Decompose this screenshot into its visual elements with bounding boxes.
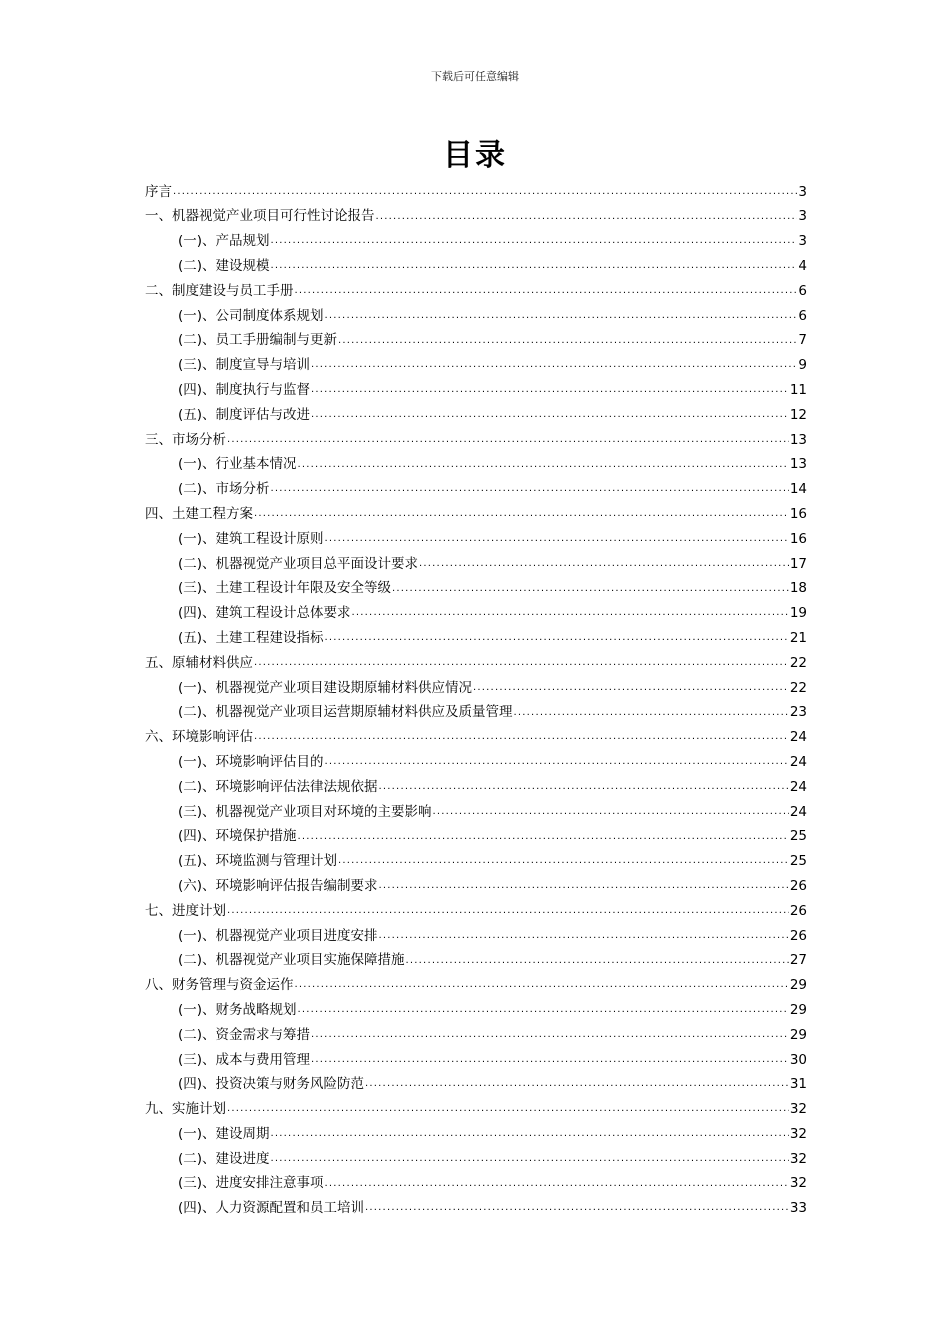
toc-entry[interactable] bbox=[145, 373, 807, 398]
toc-entry-page: 29 bbox=[789, 1001, 807, 1018]
toc-entry-page: 32 bbox=[789, 1175, 807, 1192]
toc-entry[interactable] bbox=[145, 497, 807, 522]
toc-entry[interactable] bbox=[145, 1192, 807, 1217]
toc-entry-label: (五)、土建工程建设指标 bbox=[178, 629, 324, 646]
toc-entry-label: 一、机器视觉产业项目可行性讨论报告 bbox=[145, 208, 375, 225]
toc-entry-page: 23 bbox=[789, 704, 807, 721]
toc-entry-label: (二)、环境影响评估法律法规依据 bbox=[178, 778, 378, 795]
toc-entry-page: 22 bbox=[789, 679, 807, 696]
toc-entry-label: (一)、建设周期 bbox=[178, 1125, 270, 1142]
toc-leader-dots bbox=[311, 384, 789, 398]
toc-entry[interactable] bbox=[145, 1018, 807, 1043]
toc-entry[interactable] bbox=[145, 572, 807, 597]
toc-entry[interactable] bbox=[145, 894, 807, 919]
toc-entry[interactable] bbox=[145, 522, 807, 547]
toc-entry-page: 30 bbox=[789, 1051, 807, 1068]
toc-entry[interactable] bbox=[145, 795, 807, 820]
toc-leader-dots bbox=[298, 831, 789, 845]
toc-entry-page: 26 bbox=[789, 877, 807, 894]
page-header: 下载后可任意编辑 bbox=[431, 70, 519, 83]
toc-entry-label: (五)、环境监测与管理计划 bbox=[178, 853, 338, 870]
toc-entry[interactable] bbox=[145, 249, 807, 274]
toc-leader-dots bbox=[325, 1178, 789, 1192]
toc-entry-label: (二)、建设进度 bbox=[178, 1150, 270, 1167]
toc-entry-label: (四)、人力资源配置和员工培训 bbox=[178, 1200, 365, 1217]
toc-entry[interactable] bbox=[145, 696, 807, 721]
toc-leader-dots bbox=[379, 930, 789, 944]
toc-entry-page: 14 bbox=[789, 481, 807, 498]
toc-leader-dots bbox=[365, 1202, 789, 1216]
toc-entry-page: 25 bbox=[789, 828, 807, 845]
toc-entry-page: 31 bbox=[789, 1076, 807, 1093]
toc-leader-dots bbox=[254, 657, 789, 671]
toc-leader-dots bbox=[311, 359, 797, 373]
toc-leader-dots bbox=[271, 235, 798, 249]
toc-entry-page: 24 bbox=[789, 778, 807, 795]
toc-entry-label: (三)、制度宣导与培训 bbox=[178, 357, 311, 374]
toc-leader-dots bbox=[365, 1078, 789, 1092]
toc-leader-dots bbox=[311, 409, 789, 423]
toc-leader-dots bbox=[406, 955, 789, 969]
toc-entry-page: 16 bbox=[789, 530, 807, 547]
toc-entry-label: (四)、投资决策与财务风险防范 bbox=[178, 1076, 365, 1093]
toc-entry[interactable] bbox=[145, 175, 807, 200]
toc-leader-dots bbox=[379, 781, 789, 795]
toc-entry[interactable] bbox=[145, 448, 807, 473]
toc-entry-page: 13 bbox=[789, 431, 807, 448]
toc-entry-label: (二)、机器视觉产业项目运营期原辅材料供应及质量管理 bbox=[178, 704, 513, 721]
toc-entry-label: (五)、制度评估与改进 bbox=[178, 406, 311, 423]
toc-entry[interactable] bbox=[145, 1142, 807, 1167]
toc-leader-dots bbox=[325, 632, 789, 646]
toc-leader-dots bbox=[254, 731, 789, 745]
toc-entry[interactable] bbox=[145, 671, 807, 696]
toc-entry[interactable] bbox=[145, 473, 807, 498]
toc-entry-page: 4 bbox=[798, 258, 807, 274]
toc-entry[interactable] bbox=[145, 547, 807, 572]
toc-entry-label: (三)、土建工程设计年限及安全等级 bbox=[178, 580, 392, 597]
toc-entry-page: 27 bbox=[789, 952, 807, 969]
toc-entry-page: 25 bbox=[789, 853, 807, 870]
toc-entry-label: (三)、机器视觉产业项目对环境的主要影响 bbox=[178, 803, 432, 820]
toc-entry[interactable] bbox=[145, 324, 807, 349]
toc-entry-page: 7 bbox=[798, 332, 807, 349]
toc-entry[interactable] bbox=[145, 646, 807, 671]
toc-entry-label: (三)、成本与费用管理 bbox=[178, 1051, 311, 1068]
toc-entry-label: (一)、财务战略规划 bbox=[178, 1001, 297, 1018]
toc-entry-page: 26 bbox=[789, 927, 807, 944]
toc-entry[interactable] bbox=[145, 919, 807, 944]
toc-leader-dots bbox=[271, 1153, 789, 1167]
toc-entry-page: 19 bbox=[789, 605, 807, 622]
toc-leader-dots bbox=[376, 211, 798, 225]
toc-entry-label: (六)、环境影响评估报告编制要求 bbox=[178, 877, 378, 894]
toc-entry-label: (一)、产品规划 bbox=[178, 233, 270, 250]
toc-leader-dots bbox=[379, 880, 789, 894]
toc-leader-dots bbox=[338, 335, 797, 349]
toc-entry[interactable] bbox=[145, 621, 807, 646]
toc-entry-page: 32 bbox=[789, 1150, 807, 1167]
toc-entry-page: 22 bbox=[789, 654, 807, 671]
toc-entry[interactable] bbox=[145, 1092, 807, 1117]
toc-entry-page: 32 bbox=[789, 1101, 807, 1118]
toc-leader-dots bbox=[325, 533, 789, 547]
toc-entry-label: 六、环境影响评估 bbox=[145, 729, 253, 746]
toc-entry-label: 二、制度建设与员工手册 bbox=[145, 282, 294, 299]
toc-leader-dots bbox=[325, 756, 789, 770]
toc-entry[interactable] bbox=[145, 1068, 807, 1093]
toc-entry-page: 6 bbox=[798, 307, 807, 324]
toc-leader-dots bbox=[295, 979, 789, 993]
toc-leader-dots bbox=[295, 285, 798, 299]
toc-leader-dots bbox=[173, 186, 797, 200]
toc-title: 目录 bbox=[443, 138, 507, 173]
toc-leader-dots bbox=[311, 1029, 789, 1043]
toc-entry[interactable] bbox=[145, 969, 807, 994]
toc-entry[interactable] bbox=[145, 398, 807, 423]
toc-entry-label: 三、市场分析 bbox=[145, 431, 226, 448]
toc-entry-label: (二)、市场分析 bbox=[178, 481, 270, 498]
toc-entry-label: (二)、机器视觉产业项目实施保障措施 bbox=[178, 952, 405, 969]
toc-entry-label: (一)、机器视觉产业项目进度安排 bbox=[178, 927, 378, 944]
toc-entry-page: 16 bbox=[789, 505, 807, 522]
toc-entry-label: 七、进度计划 bbox=[145, 902, 226, 919]
toc-entry[interactable] bbox=[145, 225, 807, 250]
toc-entry-label: (一)、环境影响评估目的 bbox=[178, 753, 324, 770]
toc-entry[interactable] bbox=[145, 820, 807, 845]
toc-entry-label: 四、土建工程方案 bbox=[145, 505, 253, 522]
toc-leader-dots bbox=[311, 1054, 789, 1068]
toc-entry-label: (二)、员工手册编制与更新 bbox=[178, 332, 338, 349]
toc-entry-label: (二)、建设规模 bbox=[178, 258, 270, 274]
toc-entry-label: (四)、制度执行与监督 bbox=[178, 381, 311, 398]
toc-leader-dots bbox=[338, 855, 789, 869]
toc-entry-page: 29 bbox=[789, 977, 807, 994]
toc-entry-label: (四)、环境保护措施 bbox=[178, 828, 297, 845]
toc-entry-page: 24 bbox=[789, 729, 807, 746]
toc-entry[interactable] bbox=[145, 745, 807, 770]
toc-entry-page: 13 bbox=[789, 456, 807, 473]
toc-entry[interactable] bbox=[145, 423, 807, 448]
toc-leader-dots bbox=[352, 607, 789, 621]
toc-entry-label: (二)、资金需求与筹措 bbox=[178, 1026, 311, 1043]
toc-entry-label: (三)、进度安排注意事项 bbox=[178, 1175, 324, 1192]
toc-entry[interactable] bbox=[145, 274, 807, 299]
toc-entry-page: 21 bbox=[789, 629, 807, 646]
toc-leader-dots bbox=[419, 558, 789, 572]
toc-entry-label: (一)、建筑工程设计原则 bbox=[178, 530, 324, 547]
toc-entry[interactable] bbox=[145, 1117, 807, 1142]
toc-leader-dots bbox=[254, 508, 789, 522]
toc-entry[interactable] bbox=[145, 869, 807, 894]
toc-entry-page: 26 bbox=[789, 902, 807, 919]
toc-entry-label: (一)、公司制度体系规划 bbox=[178, 307, 324, 324]
toc-entry-page: 32 bbox=[789, 1125, 807, 1142]
toc-leader-dots bbox=[433, 806, 789, 820]
toc-entry[interactable] bbox=[145, 299, 807, 324]
toc-entry-label: 九、实施计划 bbox=[145, 1101, 226, 1118]
toc-entry-label: 五、原辅材料供应 bbox=[145, 654, 253, 671]
toc-entry[interactable] bbox=[145, 770, 807, 795]
toc-leader-dots bbox=[298, 459, 789, 473]
toc-entry[interactable] bbox=[145, 349, 807, 374]
table-of-contents bbox=[145, 175, 807, 1216]
toc-leader-dots bbox=[473, 682, 789, 696]
toc-leader-dots bbox=[227, 1103, 789, 1117]
toc-entry-label: (一)、机器视觉产业项目建设期原辅材料供应情况 bbox=[178, 679, 473, 696]
toc-leader-dots bbox=[227, 905, 789, 919]
toc-entry[interactable] bbox=[145, 721, 807, 746]
toc-entry-page: 3 bbox=[798, 208, 807, 225]
toc-leader-dots bbox=[392, 583, 789, 597]
toc-leader-dots bbox=[227, 434, 789, 448]
toc-leader-dots bbox=[271, 1128, 789, 1142]
toc-leader-dots bbox=[514, 707, 789, 721]
toc-leader-dots bbox=[325, 310, 798, 324]
toc-entry-page: 17 bbox=[789, 555, 807, 572]
toc-entry-page: 9 bbox=[798, 357, 807, 374]
toc-entry-page: 3 bbox=[798, 233, 807, 250]
toc-entry[interactable] bbox=[145, 944, 807, 969]
toc-entry-label: (一)、行业基本情况 bbox=[178, 456, 297, 473]
toc-entry[interactable] bbox=[145, 1043, 807, 1068]
toc-entry[interactable] bbox=[145, 200, 807, 225]
toc-entry-label: 八、财务管理与资金运作 bbox=[145, 977, 294, 994]
toc-entry[interactable] bbox=[145, 993, 807, 1018]
toc-entry-page: 24 bbox=[789, 803, 807, 820]
toc-entry-page: 33 bbox=[789, 1200, 807, 1217]
toc-entry[interactable] bbox=[145, 845, 807, 870]
toc-entry-page: 12 bbox=[789, 406, 807, 423]
toc-leader-dots bbox=[271, 260, 798, 274]
toc-entry-page: 29 bbox=[789, 1026, 807, 1043]
toc-entry-page: 24 bbox=[789, 753, 807, 770]
toc-entry[interactable] bbox=[145, 597, 807, 622]
toc-entry-page: 11 bbox=[789, 381, 807, 398]
toc-entry-label: (四)、建筑工程设计总体要求 bbox=[178, 605, 351, 622]
toc-entry-label: 序言 bbox=[145, 183, 172, 200]
toc-entry-page: 6 bbox=[798, 282, 807, 299]
toc-leader-dots bbox=[271, 483, 789, 497]
toc-entry-page: 18 bbox=[789, 580, 807, 597]
toc-entry[interactable] bbox=[145, 1167, 807, 1192]
toc-entry-label: (二)、机器视觉产业项目总平面设计要求 bbox=[178, 555, 419, 572]
toc-leader-dots bbox=[298, 1004, 789, 1018]
toc-entry-page: 3 bbox=[798, 183, 807, 200]
